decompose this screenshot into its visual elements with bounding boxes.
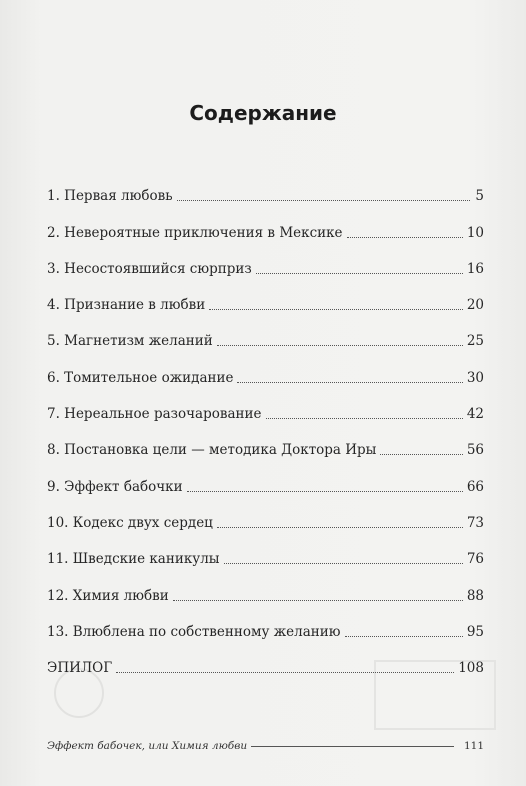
dot-leader [187, 491, 463, 492]
dot-leader [237, 382, 462, 383]
dot-leader [116, 672, 454, 673]
toc-entry-title: 11. Шведские каникулы [47, 551, 220, 568]
toc-entry-page: 16 [466, 260, 484, 277]
toc-entry-title: 4. Признание в любви [47, 297, 206, 314]
toc-entry-title: ЭПИЛОГ [47, 660, 113, 677]
toc-entry [47, 606, 484, 642]
page-number: 111 [463, 740, 484, 752]
toc-entry [47, 388, 484, 424]
toc-entry-title: 9. Эффект бабочки [47, 478, 183, 495]
toc-entry-title: 5. Магнетизм желаний [47, 333, 213, 350]
table-of-contents [47, 170, 484, 678]
dot-leader [217, 527, 463, 528]
toc-entry-page: 95 [466, 623, 484, 640]
toc-entry [47, 170, 484, 206]
toc-entry-title: 13. Влюблена по собственному желанию [47, 623, 341, 640]
toc-entry-title: 2. Невероятные приключения в Мексике [47, 224, 343, 241]
dot-leader [177, 200, 470, 201]
toc-entry-page: 10 [466, 224, 484, 241]
toc-entry-title: 7. Нереальное разочарование [47, 406, 262, 423]
toc-entry-page: 5 [475, 188, 484, 205]
toc-entry [47, 424, 484, 460]
dot-leader [345, 636, 463, 637]
toc-entry [47, 497, 484, 533]
dot-leader [209, 309, 463, 310]
running-title: Эффект бабочек, или Химия любви [47, 740, 248, 752]
toc-entry-page: 20 [466, 297, 484, 314]
toc-entry-page: 56 [466, 442, 484, 459]
toc-entry-page: 30 [466, 369, 484, 386]
toc-entry-page: 66 [466, 478, 484, 495]
dot-leader [256, 273, 463, 274]
toc-entry-title: 10. Кодекс двух сердец [47, 514, 213, 531]
dot-leader [380, 454, 462, 455]
dot-leader [266, 418, 463, 419]
toc-entry [47, 351, 484, 387]
page-title: Содержание [189, 101, 337, 126]
dot-leader [347, 237, 463, 238]
toc-entry-page: 25 [466, 333, 484, 350]
page-footer [47, 740, 484, 752]
toc-entry [47, 533, 484, 569]
toc-entry [47, 315, 484, 351]
toc-entry [47, 243, 484, 279]
toc-entry-page: 88 [466, 587, 484, 604]
dot-leader [217, 345, 463, 346]
dot-leader [224, 563, 463, 564]
toc-entry-title: 8. Постановка цели — методика Доктора Иры [47, 442, 377, 459]
toc-entry-page: 108 [458, 660, 484, 677]
toc-entry [47, 642, 484, 678]
toc-entry [47, 206, 484, 242]
toc-entry-page: 73 [466, 514, 484, 531]
toc-entry-page: 76 [466, 551, 484, 568]
toc-entry-title: 6. Томительное ожидание [47, 369, 234, 386]
toc-entry-title: 12. Химия любви [47, 587, 169, 604]
toc-entry [47, 569, 484, 605]
toc-entry-title: 1. Первая любовь [47, 188, 173, 205]
toc-entry-title: 3. Несостоявшийся сюрприз [47, 260, 252, 277]
toc-entry-page: 42 [466, 406, 484, 423]
footer-rule [251, 746, 454, 747]
toc-entry [47, 279, 484, 315]
dot-leader [173, 600, 463, 601]
toc-entry [47, 460, 484, 496]
